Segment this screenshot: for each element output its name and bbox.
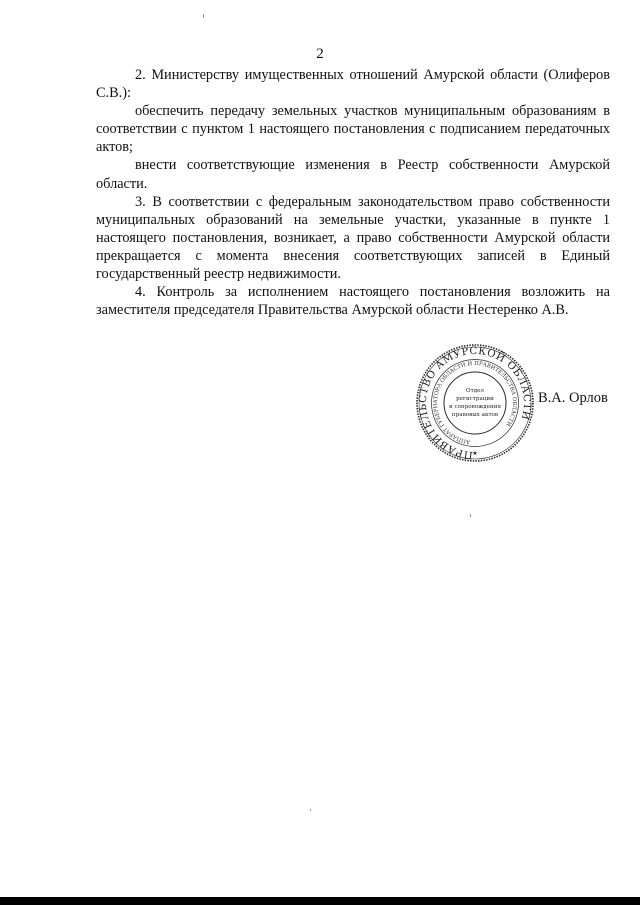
- seal-center-line: регистрации: [456, 396, 494, 402]
- page-number: 2: [316, 46, 324, 62]
- official-seal: [415, 343, 535, 463]
- seal-center-line: правовых актов: [451, 412, 499, 418]
- paragraph-subitem-transfer: обеспечить передачу земельных участков муниципальным образованиям в соответствии с пунктом 1 настоящего постановления с подписанием передаточных актов;: [96, 103, 610, 156]
- scan-speck: [310, 809, 311, 811]
- seal-inner-text: АППАРАТ ГУБЕРНАТОРА ОБЛАСТИ И ПРАВИТЕЛЬСТВА ОБЛАСТИ: [432, 360, 518, 445]
- document-body: [96, 66, 610, 319]
- paragraph-item-3: 3. В соответствии с федеральным законодательством право собственности муниципальных образований на земельные участки, указанные в пункте 1 настоящего постановления, возникает, а право собственности Амурской области прекращается с момента внесения соответствующих записей в Единый государственный реестр недвижимости.: [96, 193, 610, 283]
- signature-name: В.А. Орлов: [538, 390, 608, 406]
- seal-center-line: Отдел: [466, 388, 484, 394]
- paragraph-item-4: 4. Контроль за исполнением настоящего постановления возложить на заместителя председателя Правительства Амурской области Нестеренко А.В.: [96, 284, 610, 319]
- seal-star: ★: [472, 451, 478, 457]
- paragraph-item-2: 2. Министерству имущественных отношений Амурской области (Олиферов С.В.):: [96, 67, 610, 102]
- scan-speck: [470, 514, 471, 517]
- scan-speck: [203, 14, 204, 18]
- seal-center-line: и сопровождения: [448, 404, 502, 410]
- seal-graphic: [415, 343, 535, 463]
- seal-outer-text: ПРАВИТЕЛЬСТВО АМУРСКОЙ ОБЛАСТИ: [417, 345, 533, 461]
- scan-bottom-edge: [0, 897, 640, 905]
- paragraph-subitem-registry: внести соответствующие изменения в Реестр собственности Амурской области.: [96, 157, 610, 192]
